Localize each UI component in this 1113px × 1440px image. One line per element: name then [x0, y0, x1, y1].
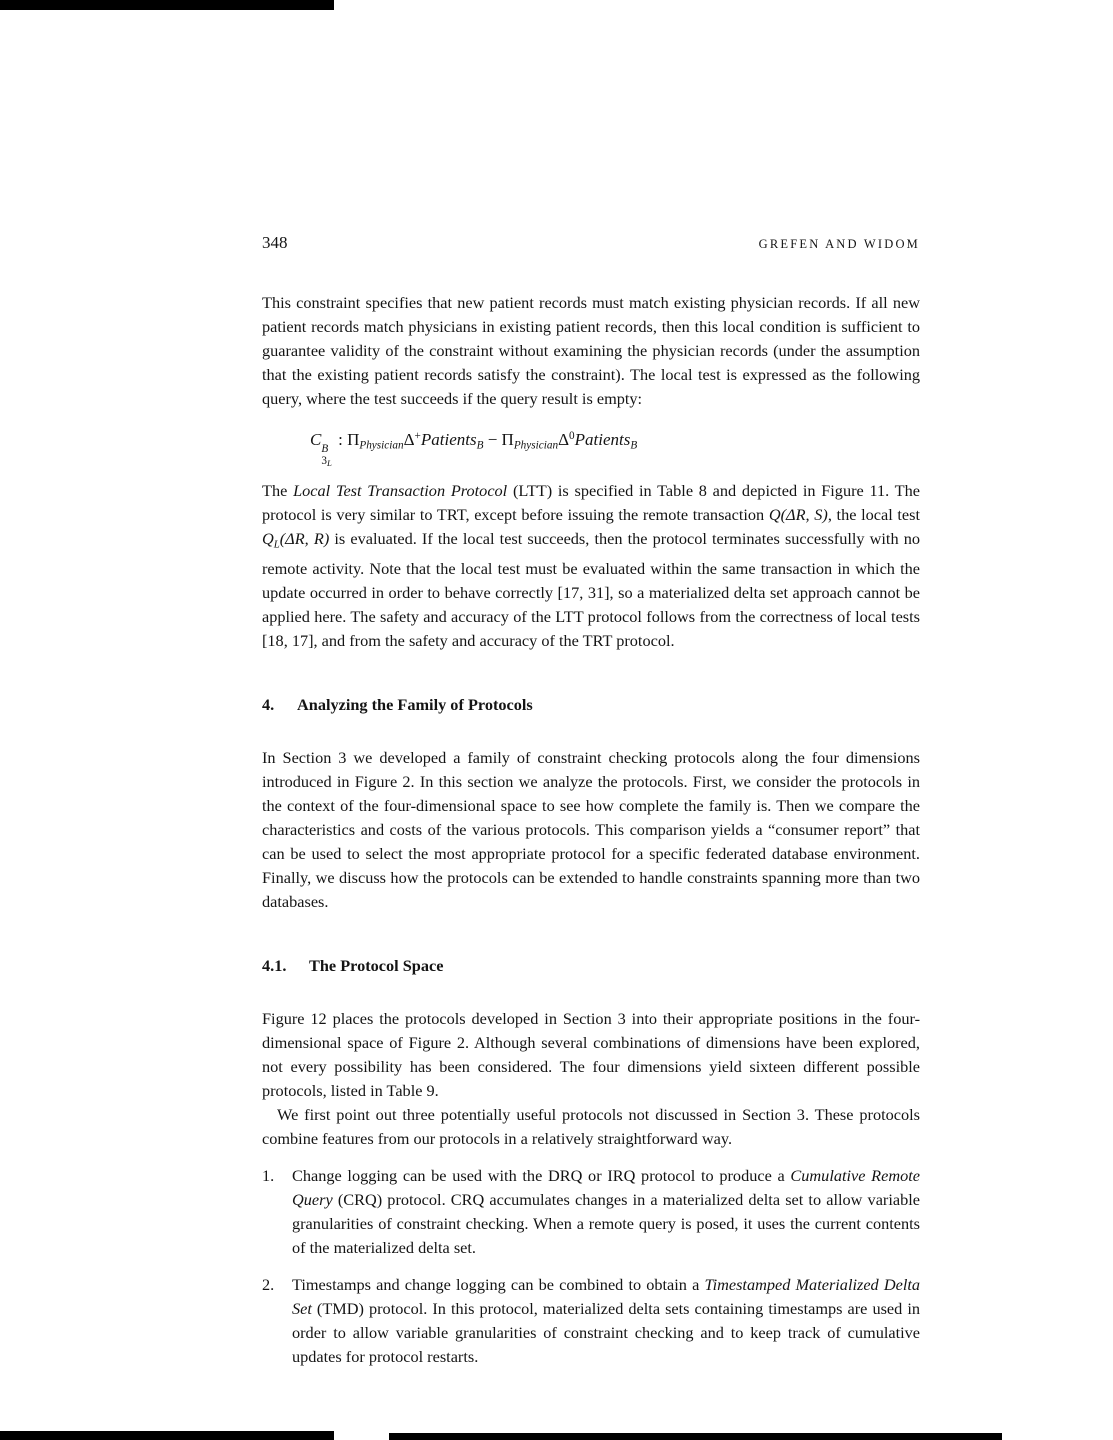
scan-artifact-top-left — [0, 0, 334, 10]
subsection-title: The Protocol Space — [309, 955, 444, 975]
section-title: Analyzing the Family of Protocols — [297, 694, 533, 714]
paragraph-figure12: Figure 12 places the protocols developed in Section 3 into their appropriate positions in the four-dimensional space of Figure 2. Although several combinations of dimensions have been explored, not every possibility has been considered. The four dimensions yield sixteen different possible protocols, listed in Table 9. — [262, 1008, 920, 1100]
page-number: 348 — [262, 233, 288, 252]
formula-local-test-query: C B 3L : $\Pi_{Physician}\Delta^+Patients_B$ − $\Pi_{Physician}\Delta^0Patients_B$ — [310, 430, 638, 469]
list-item-text: Timestamps and change logging can be combined to obtain a Timestamped Materialized Delta Set (TMD) protocol. In this protocol, materialized delta sets containing timestamps are used in order to allow variable granularities of constraint checking and to keep track of cumulative updates for protocol restarts. — [292, 1274, 921, 1366]
section-heading-4 — [262, 693, 920, 717]
running-header: GREFEN AND WIDOM — [758, 237, 920, 251]
scan-artifact-bottom-left — [0, 1431, 334, 1440]
subsection-number: 4.1. — [262, 955, 287, 975]
paragraph-ltt-protocol: The Local Test Transaction Protocol (LTT) is specified in Table 8 and depicted in Figure 11. The protocol is very similar to TRT, except before issuing the remote transaction Q(ΔR, S), the local test $Q_L(\Delta R$, R) is evaluated. If the local test succeeds, then the protocol terminates successfully with no remote activity. Note that the local test must be evaluated within the same transaction in which the update occurred in order to behave correctly [17, 31], so a materialized delta set approach cannot be applied here. The safety and accuracy of the LTT protocol follows from the correctness of local tests [18, 17], and from the safety and accuracy of the TRT protocol. — [262, 481, 921, 650]
paragraph-analysis-intro: In Section 3 we developed a family of constraint checking protocols along the four dimensions introduced in Figure 2. In this section we analyze the protocols. First, we consider the protocols in the context of the four-dimensional space to see how complete the family is. Then we compare the characteristics and costs of the various protocols. This comparison yields a “consumer report” that can be used to select the most appropriate protocol for a specific federated database environment. Finally, we discuss how the protocols can be extended to handle constraints spanning more than two databases. — [262, 747, 920, 911]
section-heading-4-1 — [262, 954, 920, 978]
section-number: 4. — [262, 694, 275, 714]
list-item-crq — [262, 1164, 920, 1260]
list-item-text: Change logging can be used with the DRQ or IRQ protocol to produce a Cumulative Remote Query (CRQ) protocol. CRQ accumulates changes in a materialized delta set to allow variable granularities of constraint checking. When a remote query is posed, it uses the current contents of the materialized delta set. — [292, 1165, 920, 1257]
page-header — [262, 233, 920, 253]
paragraph-constraint-local-test: This constraint specifies that new patient records must match existing physician records. If all new patient records match physicians in existing patient records, then this local condition is sufficient to guarantee validity of the constraint without examining the physician records (under the assumption that the existing patient records satisfy the constraint). The local test is expressed as the following query, where the test succeeds if the query result is empty: — [262, 293, 920, 408]
page-body — [262, 291, 920, 1369]
list-item-tmd — [262, 1273, 920, 1369]
scan-artifact-bottom-middle — [389, 1433, 1002, 1440]
paragraph-three-protocols: We first point out three potentially useful protocols not discussed in Section 3. These protocols combine features from our protocols in a relatively straightforward way. — [262, 1104, 920, 1148]
list-marker: 1. — [262, 1165, 275, 1185]
list-marker: 2. — [262, 1274, 275, 1294]
